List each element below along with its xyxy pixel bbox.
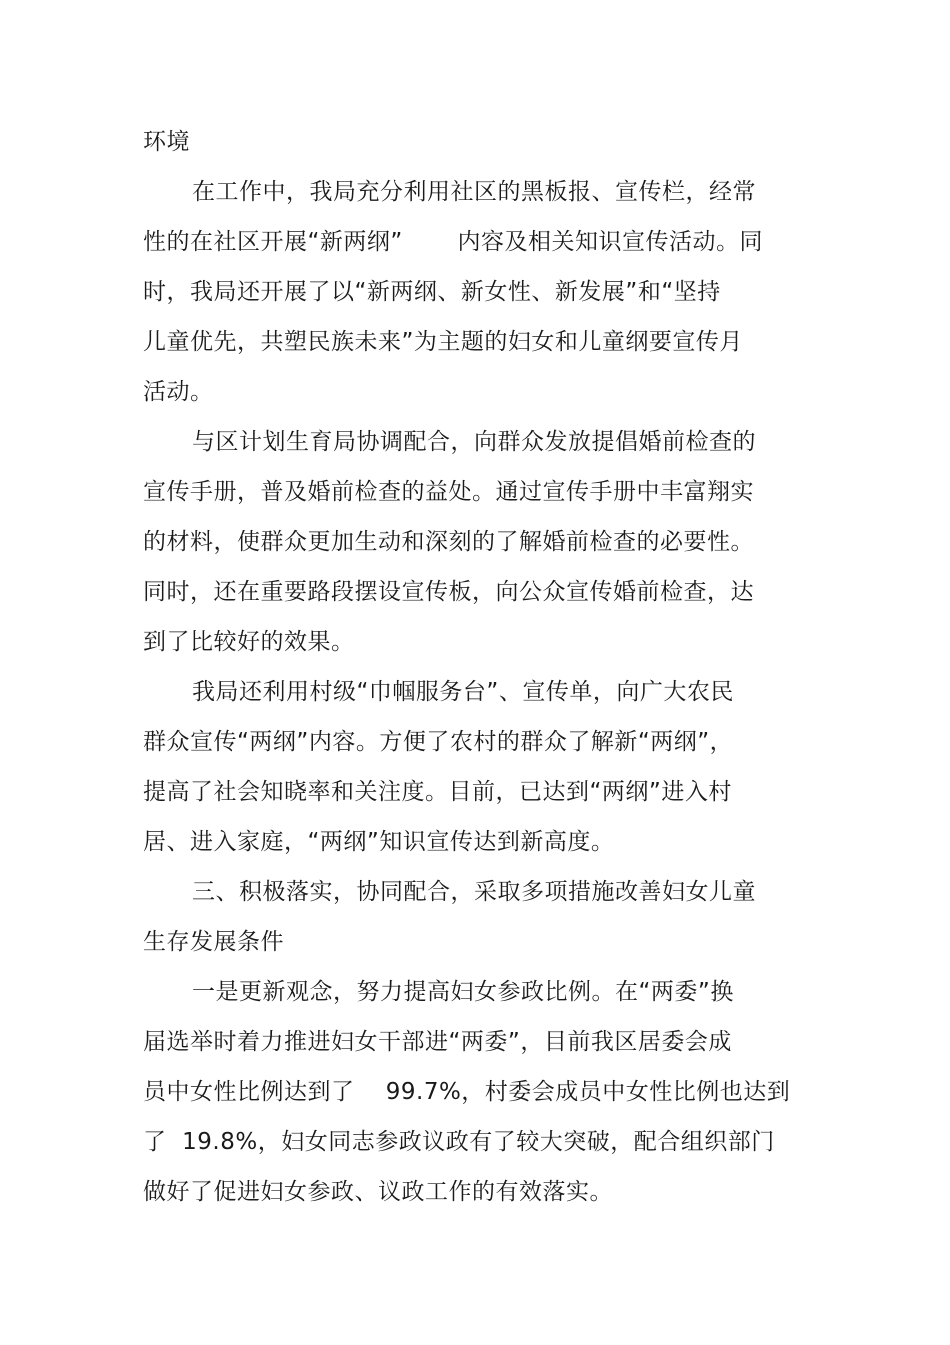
text-line: 时，我局还开展了以“新两纲、新女性、新发展”和“坚持 [143,279,721,305]
text-line: 了 19.8%，妇女同志参政议政有了较大突破，配合组织部门 [143,1129,775,1155]
text-line: 居、进入家庭，“两纲”知识宣传达到新高度。 [143,829,615,855]
text-line: 儿童优先，共塑民族未来”为主题的妇女和儿童纲要宣传月 [143,329,743,355]
text-line: 环境 [143,129,190,155]
text-line: 性的在社区开展“新两纲” 内容及相关知识宣传活动。同 [143,229,764,255]
text-line: 一是更新观念，努力提高妇女参政比例。在“两委”换 [192,979,734,1005]
text-line: 做好了促进妇女参政、议政工作的有效落实。 [143,1179,613,1205]
text-line: 宣传手册，普及婚前检查的益处。通过宣传手册中丰富翔实 [143,479,754,505]
section-heading: 生存发展条件 [143,929,284,955]
section-heading: 三、积极落实，协同配合，采取多项措施改善妇女儿童 [192,879,756,905]
text-line: 同时，还在重要路段摆设宣传板，向公众宣传婚前检查，达 [143,579,754,605]
text-line: 活动。 [143,379,214,405]
text-line: 群众宣传“两纲”内容。方便了农村的群众了解新“两纲”， [143,729,734,755]
text-line: 的材料，使群众更加生动和深刻的了解婚前检查的必要性。 [143,529,754,555]
text-line: 提高了社会知晓率和关注度。目前，已达到“两纲”进入村 [143,779,732,805]
text-line: 在工作中，我局充分利用社区的黑板报、宣传栏，经常 [192,179,756,205]
text-line: 届选举时着力推进妇女干部进“两委”，目前我区居委会成 [143,1029,732,1055]
text-line: 与区计划生育局协调配合，向群众发放提倡婚前检查的 [192,429,756,455]
text-line: 到了比较好的效果。 [143,629,355,655]
text-line: 员中女性比例达到了 99.7%，村委会成员中女性比例也达到 [143,1079,791,1105]
text-line: 我局还利用村级“巾帼服务台”、宣传单，向广大农民 [192,679,734,705]
